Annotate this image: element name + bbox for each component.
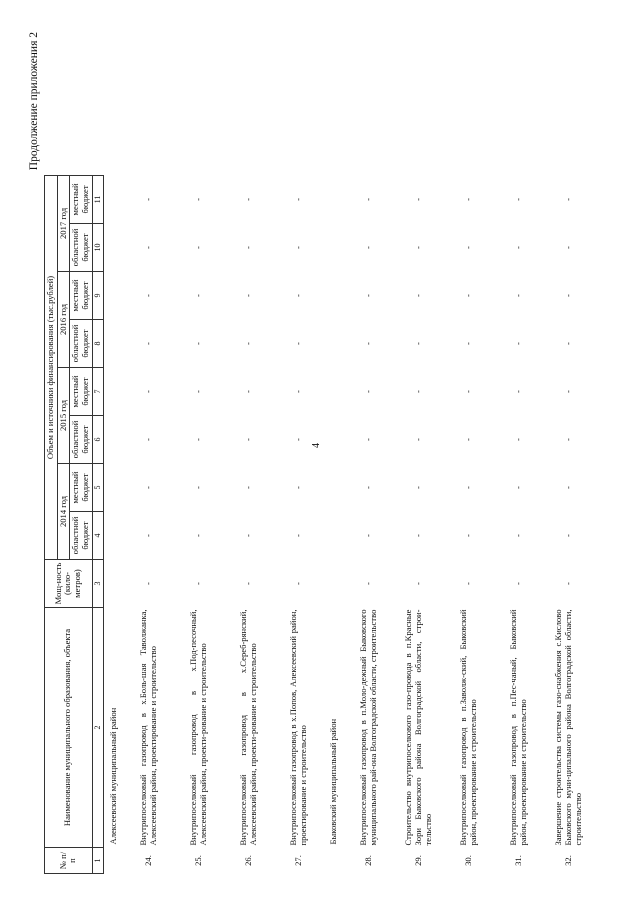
header-src-regional: областной бюджет (70, 320, 92, 368)
value-cell: - (243, 246, 254, 249)
value-cell: - (193, 582, 204, 585)
column-number: 5 (92, 464, 104, 512)
table-row (124, 0, 174, 874)
value-cell: - (562, 486, 573, 489)
value-cell: - (243, 198, 254, 201)
value-cell: - (193, 246, 204, 249)
value-cell: - (143, 294, 154, 297)
rotated-content (28, 32, 583, 874)
value-cell: - (143, 246, 154, 249)
value-cell: - (143, 342, 154, 345)
value-cell: - (512, 390, 523, 393)
table-row (344, 0, 394, 874)
header-src-regional: областной бюджет (70, 416, 92, 464)
value-cell: - (362, 198, 373, 201)
value-cell: - (562, 294, 573, 297)
value-cell: - (512, 294, 523, 297)
value-cell: - (243, 390, 254, 393)
header-year-2014: 2014 год (57, 464, 70, 560)
header-src-regional: областной бюджет (70, 224, 92, 272)
value-cell: - (193, 198, 204, 201)
value-cell: - (293, 582, 304, 585)
header-src-local: местный бюджет (70, 272, 92, 320)
value-cell: - (193, 438, 204, 441)
value-cell: - (562, 582, 573, 585)
value-cell: - (412, 294, 423, 297)
value-cell: - (562, 246, 573, 249)
header-funding: Объем и источники финансирования (тыс.рублей) (45, 175, 58, 559)
financing-table (44, 0, 594, 874)
object-name: Внутрипоселковый газопровод в п.Моло-дежный Быковского муниципального рай-она Волгоградской области, строительство (358, 609, 378, 846)
blank-margin (45, 0, 104, 175)
value-cell: - (562, 534, 573, 537)
value-cell: - (512, 534, 523, 537)
value-cell: - (462, 246, 473, 249)
value-cell: - (362, 438, 373, 441)
header-src-local: местный бюджет (70, 175, 92, 223)
value-cell: - (193, 486, 204, 489)
district-heading: Быковский муниципальный район (328, 718, 339, 845)
value-cell: - (462, 582, 473, 585)
row-number: 24. (143, 855, 154, 866)
object-name: Внутрипоселковый газопровод в х.Сереб-рянский, Алексеевский район, проекти-рование и строительство (238, 609, 259, 846)
row-number: 28. (362, 855, 373, 866)
value-cell: - (562, 438, 573, 441)
header-power: Мощ-ность (кило-метров) (45, 560, 93, 608)
value-cell: - (293, 342, 304, 345)
value-cell: - (143, 390, 154, 393)
value-cell: - (143, 582, 154, 585)
header-year-2016: 2016 год (57, 272, 70, 368)
value-cell: - (362, 246, 373, 249)
column-number: 1 (92, 848, 104, 874)
value-cell: - (143, 486, 154, 489)
table-row (494, 0, 544, 874)
value-cell: - (293, 486, 304, 489)
value-cell: - (143, 534, 154, 537)
value-cell: - (512, 486, 523, 489)
table-row (274, 0, 324, 874)
value-cell: - (293, 294, 304, 297)
value-cell: - (362, 342, 373, 345)
object-name: Внутрипоселковый газопровод в х.Попов, Алексеевский район, проектирование и строительство (288, 609, 309, 846)
value-cell: - (562, 198, 573, 201)
value-cell: - (293, 246, 304, 249)
table-row (444, 0, 494, 874)
value-cell: - (462, 438, 473, 441)
value-cell: - (243, 294, 254, 297)
table-row (544, 0, 594, 874)
value-cell: - (362, 582, 373, 585)
value-cell: - (412, 486, 423, 489)
value-cell: - (512, 342, 523, 345)
value-cell: - (143, 438, 154, 441)
object-name: Внутрипоселковый газопровод в х.Под-песочный, Алексеевский район, проекти-рование и строительство (188, 609, 209, 846)
value-cell: - (243, 438, 254, 441)
value-cell: - (562, 342, 573, 345)
value-cell: - (462, 294, 473, 297)
table-row (224, 0, 274, 874)
object-name: Внутрипоселковый газопровод в п.Заволж-ский, Быковский район, проектирование и строительство (458, 609, 478, 846)
table-row (174, 0, 224, 874)
header-number: № п/п (45, 848, 93, 874)
value-cell: - (462, 534, 473, 537)
column-number: 9 (92, 272, 104, 320)
header-src-regional: областной бюджет (70, 512, 92, 560)
value-cell: - (362, 486, 373, 489)
column-number: 7 (92, 368, 104, 416)
value-cell: - (412, 438, 423, 441)
row-number: 32. (562, 855, 573, 866)
value-cell: - (293, 534, 304, 537)
value-cell: - (362, 534, 373, 537)
value-cell: - (243, 486, 254, 489)
value-cell: - (193, 294, 204, 297)
value-cell: - (412, 582, 423, 585)
appendix-note: Продолжение приложения 2 (28, 32, 40, 171)
value-cell: - (293, 390, 304, 393)
value-cell: - (512, 198, 523, 201)
value-cell: - (462, 486, 473, 489)
value-cell: - (243, 342, 254, 345)
row-number: 27. (293, 855, 304, 866)
value-cell: - (193, 342, 204, 345)
table-row (394, 0, 444, 874)
column-number: 10 (92, 224, 104, 272)
object-name: Внутрипоселковый газопровод в х.Боль-шая Таволжанка, Алексеевский район, проектирование и строительство (138, 609, 159, 846)
value-cell: - (243, 534, 254, 537)
row-number: 31. (512, 855, 523, 866)
value-cell: - (412, 390, 423, 393)
value-cell: - (362, 294, 373, 297)
header-year-2017: 2017 год (57, 175, 70, 271)
column-number: 4 (92, 512, 104, 560)
value-cell: - (412, 246, 423, 249)
row-number: 29. (412, 855, 423, 866)
object-name: Завершение строительства системы газо-снабжения с.Кислово Быковского муни-ципального района Волгоградской области, строительство (553, 609, 583, 846)
page-number: 4 (311, 443, 322, 448)
value-cell: - (512, 438, 523, 441)
value-cell: - (462, 390, 473, 393)
column-number: 8 (92, 320, 104, 368)
value-cell: - (412, 198, 423, 201)
value-cell: - (562, 390, 573, 393)
column-number: 11 (92, 175, 104, 223)
district-heading: Алексеевский муниципальный район (108, 707, 119, 845)
object-name: Строительство внутрипоселкового газо-провода в п.Красные Зори Быковского района Волгоградской области, строи-тельство (403, 609, 433, 846)
value-cell: - (362, 390, 373, 393)
object-name: Внутрипоселковый газопровод в п.Пес-чаный, Быковский район, проектирование и строительство (508, 609, 528, 846)
row-number: 30. (462, 855, 473, 866)
value-cell: - (462, 198, 473, 201)
value-cell: - (462, 342, 473, 345)
value-cell: - (512, 246, 523, 249)
column-number: 6 (92, 416, 104, 464)
value-cell: - (412, 342, 423, 345)
header-name: Наименование муниципального образования, объекта (45, 608, 93, 848)
value-cell: - (143, 198, 154, 201)
row-number: 26. (243, 855, 254, 866)
column-number: 3 (92, 560, 104, 608)
value-cell: - (243, 582, 254, 585)
row-number: 25. (193, 855, 204, 866)
value-cell: - (512, 582, 523, 585)
value-cell: - (293, 438, 304, 441)
value-cell: - (412, 534, 423, 537)
value-cell: - (193, 390, 204, 393)
header-year-2015: 2015 год (57, 368, 70, 464)
column-number: 2 (92, 608, 104, 848)
header-src-local: местный бюджет (70, 464, 92, 512)
value-cell: - (293, 198, 304, 201)
value-cell: - (193, 534, 204, 537)
header-src-local: местный бюджет (70, 368, 92, 416)
